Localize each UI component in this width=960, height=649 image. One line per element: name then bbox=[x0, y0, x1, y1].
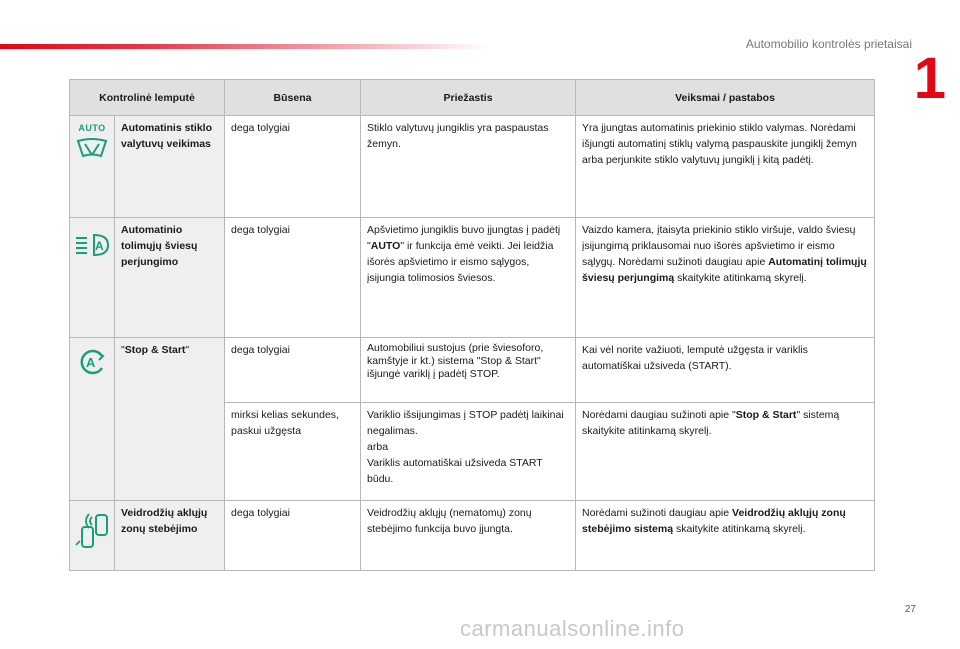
lamp-action: Vaizdo kamera, įtaisyta priekinio stiklo viršuje, valdo šviesų įsijungimą priklausomai nuo išorės apšvietimo ir eismo sąlygų. Norėdami sužinoti daugiau apie Automatinį tolimųjų šviesų perjungimą skaitykite atitinkamą skyrelį. bbox=[576, 218, 875, 338]
watermark: carmanualsonline.info bbox=[460, 616, 685, 641]
lamp-state: dega tolygiai bbox=[225, 218, 361, 338]
header-state: Būsena bbox=[225, 80, 361, 116]
lamp-cause: Veidrodžių aklųjų (nematomų) zonų stebėjimo funkcija buvo įjungta. bbox=[361, 501, 576, 571]
blind-spot-icon bbox=[74, 509, 110, 549]
lamp-action: Norėdami daugiau sužinoti apie "Stop & Start" sistemą skaitykite atitinkamą skyrelį. bbox=[576, 403, 875, 501]
warning-lamp-table bbox=[69, 79, 875, 571]
lamp-name: "Stop & Start" bbox=[115, 338, 225, 501]
lamp-icon-cell bbox=[70, 338, 115, 501]
table-row bbox=[70, 501, 875, 571]
auto-wiper-icon-label: AUTO bbox=[78, 123, 106, 133]
lamp-state: mirksi kelias sekundes, paskui užgęsta bbox=[225, 403, 361, 501]
lamp-action: Norėdami sužinoti daugiau apie Veidrodžių aklųjų zonų stebėjimo sistemą skaitykite atitinkamą skyrelį. bbox=[576, 501, 875, 571]
table-header-row bbox=[70, 80, 875, 116]
auto-headlamp-icon bbox=[74, 232, 110, 258]
lamp-state: dega tolygiai bbox=[225, 338, 361, 403]
lamp-action: Yra įjungtas automatinis priekinio stiklo valymas. Norėdami išjungti automatinį stiklų valymą paspauskite jungiklį žemyn arba perjunkite stiklo valytuvų jungiklį į kitą padėtį. bbox=[576, 116, 875, 218]
lamp-icon-cell bbox=[70, 116, 115, 218]
header-accent-bar bbox=[0, 44, 490, 49]
header-cause: Priežastis bbox=[361, 80, 576, 116]
table-row bbox=[70, 116, 875, 218]
page-number: 27 bbox=[904, 604, 916, 615]
lamp-cause: Apšvietimo jungiklis buvo įjungtas į padėtį "AUTO" ir funkcija ėmė veikti. Jei leidžia išorės apšvietimo ir eismo sąlygos, įsijungia tolimosios šviesos. bbox=[361, 218, 576, 338]
table-row bbox=[70, 338, 875, 403]
table-row bbox=[70, 218, 875, 338]
header-action: Veiksmai / pastabos bbox=[576, 80, 875, 116]
chapter-number: 1 bbox=[913, 46, 946, 111]
auto-wiper-icon bbox=[75, 136, 109, 160]
lamp-cause: Automobiliui sustojus (prie šviesoforo, kamštyje ir kt.) sistema "Stop & Start" išjungė variklį į padėtį STOP. bbox=[361, 338, 576, 403]
lamp-icon-cell bbox=[70, 501, 115, 571]
lamp-action: Kai vėl norite važiuoti, lemputė užgęsta ir variklis automatiškai užsiveda (START). bbox=[576, 338, 875, 403]
lamp-state: dega tolygiai bbox=[225, 501, 361, 571]
lamp-cause: Stiklo valytuvų jungiklis yra paspaustas žemyn. bbox=[361, 116, 576, 218]
lamp-name: Automatinio tolimųjų šviesų perjungimo bbox=[115, 218, 225, 338]
section-title: Automobilio kontrolės prietaisai bbox=[745, 37, 912, 51]
stop-start-icon bbox=[78, 348, 106, 376]
lamp-cause: Variklio išsijungimas į STOP padėtį laikinai negalimas. arba Variklis automatiškai užsiveda START būdu. bbox=[361, 403, 576, 501]
svg-text:A: A bbox=[95, 239, 104, 253]
lamp-name: Veidrodžių aklųjų zonų stebėjimo bbox=[115, 501, 225, 571]
header-lamp: Kontrolinė lemputė bbox=[70, 80, 225, 116]
lamp-icon-cell bbox=[70, 218, 115, 338]
lamp-state: dega tolygiai bbox=[225, 116, 361, 218]
lamp-name: Automatinis stiklo valytuvų veikimas bbox=[115, 116, 225, 218]
svg-text:A: A bbox=[86, 355, 96, 370]
